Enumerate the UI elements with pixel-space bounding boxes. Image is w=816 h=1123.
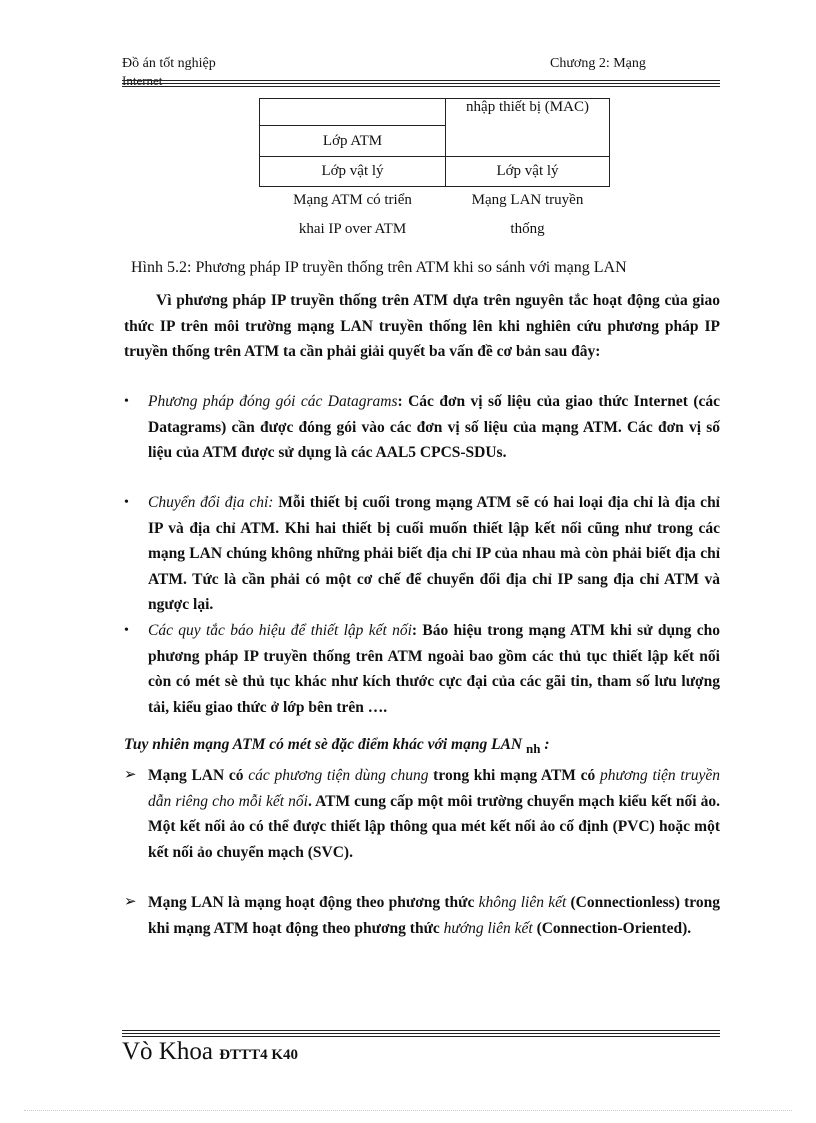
list-item-text: trong khi mạng ATM có [428,767,600,784]
table-caption-right [450,186,605,244]
list-item-text: (Connectionless) trong khi mạng ATM hoạt động theo phương thức [148,894,720,937]
caption-right-line1: Mạng LAN truyền [471,192,584,208]
arrow-bullet-icon: ➢ [124,767,137,783]
footer-author [122,1038,298,1066]
subheading-text: Tuy nhiên mạng ATM có mét sè đặc điểm khác với mạng LAN [124,736,523,753]
header-title-left: Đồ án tốt nghiệp [122,56,216,71]
table-cell-physical-left: Lớp vật lý [260,157,446,187]
footer-class: ĐTTT4 K40 [219,1047,298,1063]
list-item [148,490,720,618]
list-item [148,389,720,466]
table-cell-atm-layer: Lớp ATM [260,126,446,157]
header-rule-3 [122,86,720,87]
list-item-text: Mạng LAN có [148,767,249,784]
list-item-emphasis: hướng liên kết [443,919,533,937]
footer-rule-3 [122,1036,720,1037]
caption-left-line1: Mạng ATM có triển [293,192,412,208]
list-item [148,763,720,865]
figure-caption: Hình 5.2: Phương pháp IP truyền thống trên ATM khi so sánh với mạng LAN [131,259,627,276]
protocol-stack-table [259,98,610,187]
section-subheading [124,736,550,754]
header-title-left-continued: Internet [122,73,163,88]
arrow-bullet-icon: ➢ [124,894,137,910]
list-item-text: (Connection-Oriented). [532,919,692,937]
list-item-text: : Các đơn vị số liệu của giao thức Internet (các Datagrams) cần được đóng gói vào các đơn vị số liệu của mạng ATM. Các đơn vị số liệu của ATM được sử dụng là các AAL5 CPCS-SDUs. [148,393,720,461]
list-item [148,890,720,941]
list-item-emphasis: các phương tiện dùng chung [248,767,429,784]
list-item-emphasis: phương tiện truyền dẫn riêng cho mỗi kết nối [148,767,720,810]
caption-left-line2: khai IP over ATM [298,221,407,237]
header-rule-1 [122,80,720,81]
list-item-text: . ATM cung cấp một môi trường chuyển mạch kiểu kết nối ảo. Một kết nối ảo có thể được thiết lập thông qua mét kết nối ảo cố định (PVC) hoặc một kết nối ảo chuyển mạch (SVC). [148,792,720,861]
bullet-icon: • [124,623,129,638]
footer-rule-2 [122,1033,720,1034]
header-rule-2 [122,83,720,84]
header-chapter: Chương 2: Mạng [550,56,646,71]
subheading-colon: : [540,736,550,753]
table-cell-physical-right: Lớp vật lý [446,157,610,187]
caption-right-line2: thống [510,221,545,237]
footer-rule-1 [122,1030,720,1031]
list-item [148,618,720,720]
bullet-icon: • [124,495,129,510]
list-item-term: Phương pháp đóng gói các Datagrams [148,393,398,410]
list-item-text: Mạng LAN là mạng hoạt động theo phương thức [148,894,479,911]
list-item-text: Mỗi thiết bị cuối trong mạng ATM sẽ có hai loại địa chỉ là địa chỉ IP và địa chỉ ATM. Khi hai thiết bị cuối muốn thiết lập kết nối cũng như trong các mạng LAN chúng không những phải biết địa chỉ IP của nhau mà còn phải biết địa chỉ ATM. Tức là cần phải có một cơ chế để chuyển đổi địa chỉ IP sang địa chỉ ATM và ngược lại. [148,494,720,613]
table-caption-left [270,186,435,244]
table-cell-mac: nhập thiết bị (MAC) [446,99,610,157]
list-item-text: : Báo hiệu trong mạng ATM khi sử dụng cho phương pháp IP truyền thống trên ATM ngoài bao gồm các thủ tục thiết lập kết nối còn có mét sè thủ tục khác như kích thước cực đại của các gãi tin, tham số lưu lượng tải, kiểu giao thức ở lớp bên trên …. [148,622,720,716]
footer-name: Vò Khoa [122,1038,213,1065]
intro-paragraph: Vì phương pháp IP truyền thống trên ATM dựa trên nguyên tắc hoạt động của giao thức IP trên môi trường mạng LAN truyền thống lên khi nghiên cứu phương pháp IP truyền thống trên ATM ta cần phải giải quyết ba vấn đề cơ bản sau đây: [124,292,720,360]
subheading-subscript: nh [526,741,541,756]
bullet-icon: • [124,394,129,409]
page-edge-divider [24,1110,792,1111]
table-cell-empty [260,99,446,126]
list-item-term: Chuyển đổi địa chỉ: [148,494,274,511]
list-item-term: Các quy tắc báo hiệu để thiết lập kết nối [148,622,412,639]
list-item-emphasis: không liên kết [478,894,567,911]
